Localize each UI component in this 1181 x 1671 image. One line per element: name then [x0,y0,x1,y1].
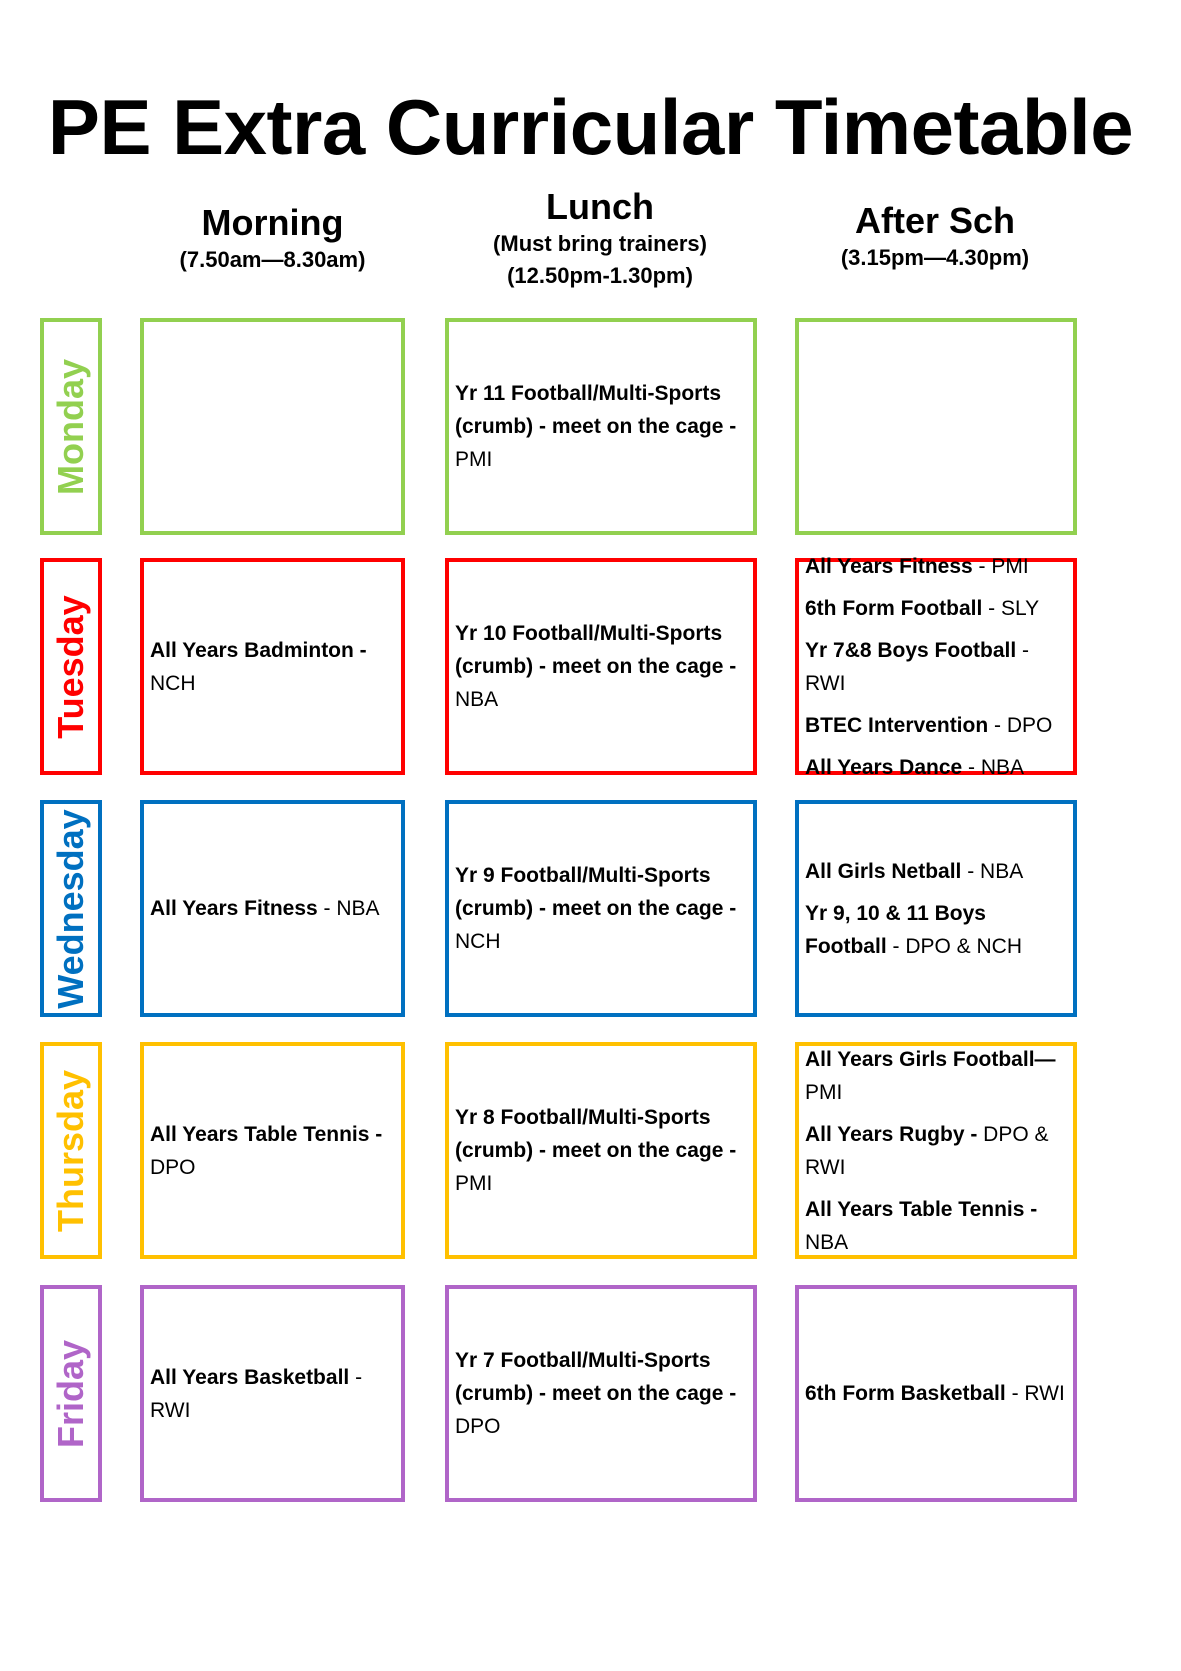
activity-entry [805,1193,1067,1259]
activity-name: All Years Fitness [150,897,318,920]
activity-entry [805,855,1067,888]
staff-code: NBA [805,1230,849,1254]
activity-entry [805,897,1067,963]
activity-entry [455,1344,747,1443]
column-label: Lunch [546,186,654,227]
activity-name: Yr 11 Football/Multi-Sports (crumb) - meet on the cage - [455,382,737,438]
column-header-morning [140,202,405,276]
activity-entry [455,859,747,958]
activity-entry [805,634,1067,700]
activity-name: Yr 8 Football/Multi-Sports (crumb) - meet on the cage - [455,1106,737,1162]
cell-wednesday-after [795,800,1077,1017]
cell-tuesday-lunch [445,558,757,775]
column-header-after-school [795,200,1075,274]
column-label: Morning [201,202,344,243]
column-time: (3.15pm—4.30pm) [840,245,1030,270]
staff-code: PMI [805,1080,843,1104]
day-name: Wednesday [50,808,91,1009]
activity-name: Yr 9 Football/Multi-Sports (crumb) - meet on the cage - [455,864,737,920]
day-label-thursday [40,1042,102,1259]
staff-code: - NBA [317,897,380,920]
staff-code: PMI [455,1172,493,1195]
activity-entry [805,751,1067,784]
day-name: Monday [50,358,91,495]
day-name: Tuesday [50,594,91,739]
activity-name: BTEC Intervention [805,713,989,737]
cell-friday-after [795,1285,1077,1502]
staff-code: DPO & RWI [805,1122,1049,1179]
cell-thursday-lunch [445,1042,757,1259]
cell-tuesday-morning [140,558,405,775]
activity-entry [455,617,747,716]
activity-entry [455,377,747,476]
column-time: (7.50am—8.30am) [179,247,366,272]
activity-entry [805,709,1067,742]
staff-code: NCH [455,930,501,953]
activity-entry [805,1118,1067,1184]
staff-code: - DPO & NCH [886,934,1022,958]
activity-name: Yr 10 Football/Multi-Sports (crumb) - meet on the cage - [455,622,737,678]
activity-entry [805,550,1067,583]
cell-tuesday-after [795,554,1077,779]
day-label-friday [40,1285,102,1502]
activity-name: All Years Girls Football— [805,1047,1056,1071]
activity-entry [805,592,1067,625]
activity-entry [150,1118,395,1184]
cell-thursday-after [795,1042,1077,1259]
staff-code: NBA [455,688,499,711]
column-label: After Sch [854,200,1016,241]
activity-entry [805,1377,1067,1410]
activity-name: All Years Fitness [805,554,973,578]
activity-entry [150,1361,395,1427]
activity-name: Yr 9, 10 & 11 Boys Football [805,901,986,958]
day-label-wednesday [40,800,102,1017]
cell-friday-morning [140,1285,405,1502]
activity-name: All Years Badminton - [150,638,367,662]
staff-code: - NBA [962,755,1025,779]
staff-code: - DPO [988,713,1053,737]
activity-entry [150,892,395,925]
activity-name: Yr 7&8 Boys Football [805,638,1017,662]
activity-name: 6th Form Basketball [805,1382,1006,1405]
activity-name: All Years Rugby - [805,1122,978,1146]
cell-wednesday-lunch [445,800,757,1017]
activity-name: All Years Dance [805,755,963,779]
cell-monday-after [795,318,1077,535]
staff-code: PMI [455,448,493,471]
column-note: (Must bring trainers) [493,231,707,256]
day-label-monday [40,318,102,535]
staff-code: DPO [455,1415,501,1438]
cell-monday-lunch [445,318,757,535]
staff-code: - RWI [1005,1382,1065,1405]
activity-entry [150,634,395,700]
page-title: PE Extra Curricular Timetable [47,83,1134,171]
cell-friday-lunch [445,1285,757,1502]
day-name: Friday [50,1339,91,1448]
staff-code: - RWI [805,638,1030,695]
cell-thursday-morning [140,1042,405,1259]
staff-code: - RWI [150,1365,363,1422]
activity-name: Yr 7 Football/Multi-Sports (crumb) - meet on the cage - [455,1349,737,1405]
staff-code: - NBA [961,859,1024,883]
activity-entry [805,1043,1067,1109]
day-name: Thursday [50,1069,91,1232]
column-header-lunch [440,186,760,292]
cell-monday-morning [140,318,405,535]
activity-name: All Years Table Tennis - [150,1122,383,1146]
activity-name: All Years Table Tennis - [805,1197,1038,1221]
staff-code: - SLY [982,596,1040,620]
activity-entry [455,1101,747,1200]
cell-wednesday-morning [140,800,405,1017]
activity-name: All Years Basketball [150,1365,350,1389]
column-time: (12.50pm-1.30pm) [507,263,693,288]
staff-code: DPO [150,1155,196,1179]
activity-name: All Girls Netball [805,859,962,883]
staff-code: NCH [150,671,196,695]
day-label-tuesday [40,558,102,775]
activity-name: 6th Form Football [805,596,983,620]
staff-code: - PMI [972,554,1029,578]
